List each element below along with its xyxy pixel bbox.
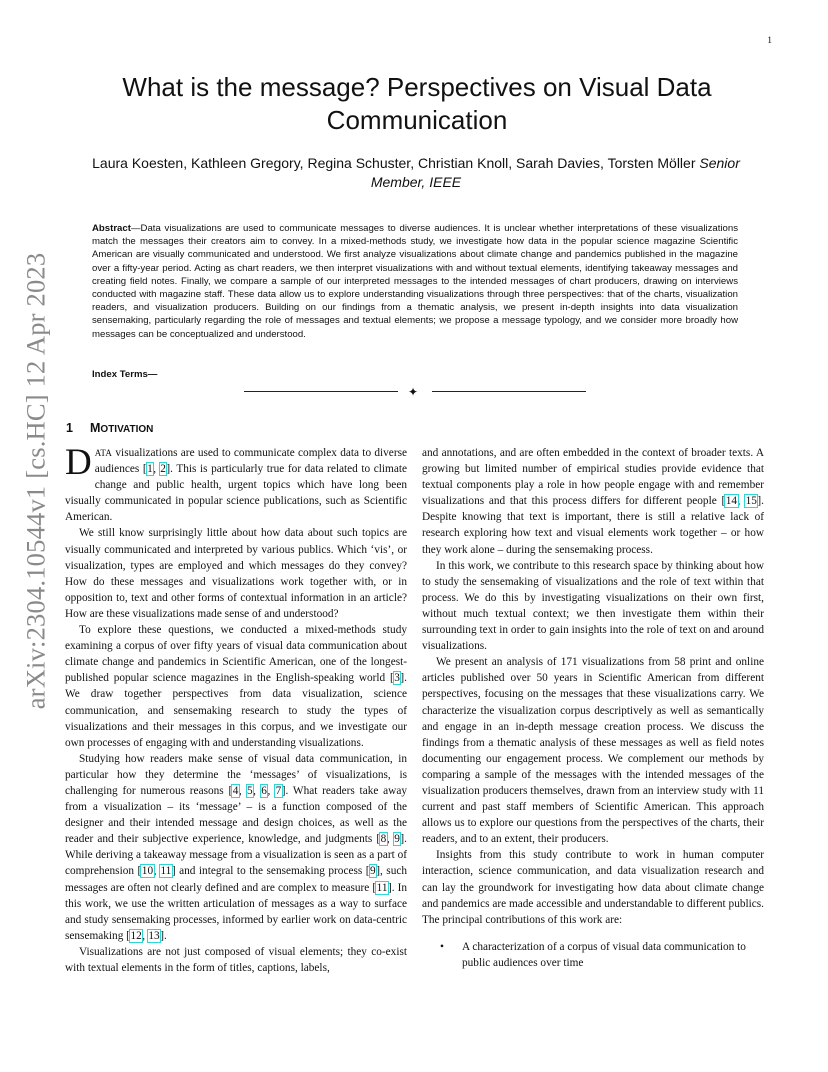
paragraph: We still know surprisingly little about how data about such topics are visually communicated and interpreted by various publics. Which ‘vis’, or visualization, types are employed and which messages do they convey? How do these messages and visualizations work together with, or in opposition to, text and other forms of contextual information in an article? How are these visualizations made sense of and understood?: [65, 527, 407, 620]
citation-link[interactable]: 4: [232, 784, 239, 797]
citation-link[interactable]: 9: [370, 865, 376, 878]
section-divider: [244, 385, 586, 399]
citation-link[interactable]: 2: [160, 463, 166, 476]
index-terms: Index Terms—: [92, 369, 158, 380]
list-item: • A characterization of a corpus of visual data communication to public audiences over time: [440, 940, 746, 969]
citation-link[interactable]: 1: [147, 463, 153, 476]
citation-link[interactable]: 11: [376, 881, 388, 894]
citation-link[interactable]: 13: [148, 929, 160, 942]
drop-cap: D: [65, 442, 92, 483]
contribution-list: [422, 939, 764, 971]
citation-link[interactable]: 14: [725, 495, 738, 508]
paragraph: To explore these questions, we conducted a mixed-methods study examining a corpus of over fifty years of visual data communication about climate change and pandemics in Scientific American, one of the longest-published popular science magazines in the English-speaking world [3]. We draw together perspectives from data visualization, science communication, and sensemaking research to study the types of visualizations and their messages in this corpus, and we investigate our own processes of engaging with and understanding visualizations.: [65, 624, 407, 749]
abstract-label: Abstract: [92, 223, 131, 234]
divider-rule-right: [432, 391, 586, 392]
arxiv-watermark: [20, 252, 52, 710]
section-title-initial: M: [90, 421, 101, 435]
abstract-text: —Data visualizations are used to communicate messages to diverse audiences. It is unclear whether interpretations of these visualizations match the messages their creators aim to convey. In a mixed-methods study, we investigate how data in the popular science magazine Scientific American are visually communicated and understood. We first analyze visualizations about climate change and pandemics published in the magazine over a fifty-year period. Acting as chart readers, we then interpret visualizations with and without textual elements, identifying takeaway messages and creating field notes. Finally, we compare a sample of our interpreted messages to the intended messages of chart producers, drawing on interviews conducted with magazine staff. These data allow us to explore understanding visualizations through three perspectives: that of the charts, visualization readers, and visualization producers. Building on our findings from a thematic analysis, we present in-depth insights into data visualization sensemaking, particularly regarding the role of messages and textual elements; we propose a message typology, and we consider more broadly how messages can be conceptualized and understood.: [92, 223, 738, 340]
paragraph: DATA visualizations are used to communicate complex data to diverse audiences [1, 2]. This is particularly true for data related to climate change and public health, urgent topics which have long been visually communicated in popular science publications, such as Scientific American.: [65, 442, 407, 524]
paragraph: Insights from this study contribute to work in human computer interaction, science communication, and data visualization research and can lay the groundwork for investigating how data about climate change and pandemics are made accessible and understandable to different publics. The principal contributions of this work are:: [422, 849, 764, 926]
divider-rule-left: [244, 391, 398, 392]
author-list: [64, 154, 768, 192]
left-column: [65, 442, 408, 976]
citation-link[interactable]: 12: [130, 929, 142, 942]
citation-link[interactable]: 6: [261, 784, 267, 797]
paragraph: and annotations, and are often embedded in the context of broader texts. A growing but limited number of empirical studies provide evidence that textual components play a role in how people engage with and remember visualizations and that this process differs for different people [14, 15]. Despite knowing that text is important, there is still a relative lack of research exploring how text and visual elements work together – or how they work alone – during the sensemaking process.: [422, 447, 764, 556]
right-column: [422, 445, 764, 971]
abstract: [92, 222, 738, 341]
divider-star-icon: ✦: [408, 385, 419, 399]
section-number: 1: [66, 421, 73, 435]
paragraph: Visualizations are not just composed of visual elements; they co-exist with textual elements in the form of titles, captions, labels,: [65, 945, 407, 974]
section-heading-motivation: [66, 421, 153, 435]
author-affiliation-suffix: Senior Member, IEEE: [370, 155, 740, 190]
arxiv-identifier: arXiv:2304.10544v1 [cs.HC] 12 Apr 2023: [20, 252, 51, 710]
author-names: Laura Koesten, Kathleen Gregory, Regina Schuster, Christian Knoll, Sarah Davies, Torsten Möller: [92, 155, 696, 171]
citation-link[interactable]: 3: [394, 672, 400, 685]
citation-link[interactable]: 5: [247, 784, 253, 797]
paragraph: In this work, we contribute to this research space by thinking about how to study the sensemaking of visualizations and the role of text within that process. We do this by investigating visualizations on their own first, without much textual context; we then investigate them within their surrounding text in order to gain insights into the role of text on and around visualizations.: [422, 559, 764, 653]
paper-title: What is the message? Perspectives on Visual Data Communication: [122, 72, 712, 135]
citation-link[interactable]: 8: [380, 833, 387, 846]
paragraph: We present an analysis of 171 visualizations from 58 print and online articles published over 50 years in Scientific American from different perspectives, focusing on the messages that these visualizations carry. We characterize the visualization corpus descriptively as well as semantically and engage in an in-depth message creation process. We discuss the findings from a thematic analysis of these messages as well as field notes documenting our engagement process. We complement our methods by comparing a sample of the messages with the intended messages of the visualization producers themselves, drawn from an interview study with 11 current and past staff members of Scientific American. This approach allows us to explore our questions from the perspectives of the charts, their readers, and to an extent, their producers.: [422, 656, 764, 846]
citation-link[interactable]: 7: [275, 784, 282, 797]
citation-link[interactable]: 10: [141, 865, 154, 878]
paragraph: Studying how readers make sense of visual data communication, in particular how they determine the ‘messages’ of visualizations, is challenging for numerous reasons [4, 5, 6, 7]. What readers take away from a visualization – its ‘message’ – is a function composed of the designer and their intended message and design choices, as well as the reader and their subjective experience, knowledge, and judgments [8, 9]. While deriving a takeaway message from a visualization is seen as a part of comprehension [10, 11] and integral to the sensemaking process [9], such messages are often not clearly defined and are complex to measure [11]. In this work, we use the written articulation of messages as a way to surface and study sensemaking processes, informed by earlier work on data-centric sensemaking [12, 13].: [65, 752, 408, 942]
bullet-icon: •: [440, 940, 444, 953]
page-number: 1: [767, 36, 772, 46]
citation-link[interactable]: 11: [160, 865, 172, 878]
citation-link[interactable]: 15: [745, 495, 757, 508]
citation-link[interactable]: 9: [394, 833, 400, 846]
section-title-rest: OTIVATION: [100, 424, 154, 435]
